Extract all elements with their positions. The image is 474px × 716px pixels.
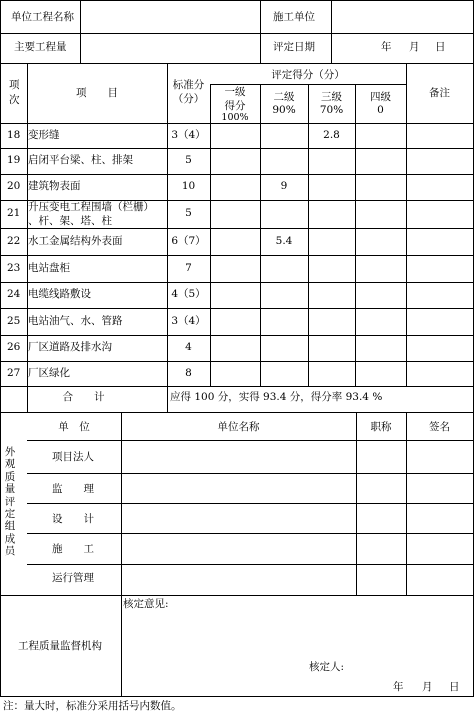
seq-header-2: 次 [9, 94, 20, 106]
total-label: 合 计 [62, 391, 105, 403]
row-item-name: 厂区道路及排水沟 [28, 341, 112, 353]
grade3-header-1: 三级 [321, 91, 342, 103]
row-item-name: 启闭平台梁、柱、排架 [28, 154, 133, 166]
row-grade3-score: 2.8 [323, 129, 340, 141]
project-name-label: 单位工程名称 [11, 11, 74, 23]
row-item-name-continued: 、杆、架、塔、柱 [28, 215, 112, 227]
row-standard-score: 3（4） [171, 129, 206, 141]
row-number: 25 [7, 315, 21, 327]
grid-line-v [331, 0, 332, 64]
row-grade2-score: 5.4 [275, 235, 293, 247]
member-role: 设 计 [52, 513, 94, 525]
evaluated-score-header: 评定得分（分） [271, 69, 345, 81]
grid-line-h [0, 282, 474, 283]
grade2-header-1: 二级 [273, 91, 295, 103]
grid-line-h [0, 123, 474, 124]
row-number: 27 [7, 367, 21, 379]
standard-score-header-1: 标准分 [172, 79, 205, 91]
seq-header-1: 项 [9, 79, 20, 91]
row-standard-score: 3（4） [171, 315, 206, 327]
grid-line-h [0, 174, 474, 175]
grid-line-h [0, 595, 474, 596]
row-item-name: 变形缝 [28, 129, 60, 141]
evaluation-date-label: 评定日期 [273, 41, 315, 53]
total-text: 应得 100 分，实得 93.4 分，得分率 93.4 % [170, 391, 383, 403]
row-number: 21 [7, 207, 21, 219]
row-item-name: 建筑物表面 [28, 180, 81, 192]
row-standard-score: 6（7） [171, 235, 206, 247]
grade4-header-1: 四级 [370, 91, 391, 103]
row-item-name: 厂区绿化 [28, 367, 70, 379]
grid-line-v [260, 0, 261, 64]
grid-line-h [0, 696, 474, 697]
grid-line-v [406, 63, 407, 387]
row-number: 20 [7, 180, 21, 192]
date-day: 日 [435, 41, 446, 53]
remarks-header: 备注 [429, 87, 450, 99]
row-item-name: 升压变电工程围墙（栏栅） [28, 201, 154, 213]
row-item-name: 水工金属结构外表面 [28, 235, 123, 247]
grade4-header-2: 0 [377, 104, 384, 116]
row-standard-score: 7 [185, 262, 192, 274]
row-standard-score: 10 [181, 180, 196, 192]
grid-line-v [0, 0, 1, 697]
row-number: 19 [7, 154, 21, 166]
grid-line-v [210, 84, 211, 387]
supervision-agency-label: 工程质量监督机构 [18, 640, 102, 652]
row-standard-score: 4 [185, 341, 192, 353]
row-number: 22 [7, 235, 21, 247]
member-role: 施 工 [52, 543, 94, 555]
grid-line-h [0, 33, 474, 34]
date-month: 月 [409, 41, 420, 53]
item-header: 项 目 [76, 87, 118, 99]
row-number: 23 [7, 262, 21, 274]
title-column-header: 职称 [370, 421, 392, 433]
approval-date-day: 日 [449, 681, 460, 693]
standard-score-header-2: （分） [172, 93, 205, 105]
footnote: 注：量大时，标准分采用括号内数值。 [3, 700, 182, 712]
approval-opinion-label: 核定意见: [123, 598, 169, 610]
unit-column-header: 单 位 [58, 421, 90, 433]
row-number: 18 [7, 129, 21, 141]
grid-line-v [80, 0, 81, 64]
member-role: 运行管理 [52, 572, 94, 584]
grid-line-h [0, 255, 474, 256]
approval-date-month: 月 [422, 681, 433, 693]
approval-date-year: 年 [393, 681, 404, 693]
contractor-label: 施工单位 [273, 11, 315, 23]
grid-line-v [356, 412, 357, 596]
grid-line-v [355, 84, 356, 387]
grid-line-h [0, 308, 474, 309]
grid-line-v [406, 412, 407, 596]
row-item-name: 电缆线路敷设 [28, 288, 91, 300]
row-number: 26 [7, 341, 21, 353]
grid-line-h [0, 228, 474, 229]
row-standard-score: 8 [185, 367, 192, 379]
grid-line-h [0, 386, 474, 387]
grid-line-h [0, 335, 474, 336]
member-role: 项目法人 [52, 451, 94, 463]
grade3-header-2: 70% [319, 104, 344, 116]
grid-line-h [0, 63, 474, 64]
grade2-header-2: 90% [272, 104, 296, 116]
grid-line-h [0, 412, 474, 413]
main-quantity-label: 主要工程量 [14, 41, 67, 53]
member-role: 监 理 [52, 483, 94, 495]
members-group-label: 外观质量评定组成员 [4, 446, 16, 558]
row-item-name: 电站油气、水、管路 [28, 315, 123, 327]
grade1-header-1: 一级 [224, 86, 246, 98]
grid-line-h [0, 361, 474, 362]
row-grade2-score: 9 [280, 180, 288, 192]
sign-column-header: 签名 [429, 421, 450, 433]
approver-label: 核定人: [309, 661, 345, 673]
row-standard-score: 5 [185, 207, 192, 219]
row-standard-score: 4（5） [171, 288, 206, 300]
grid-line-h [0, 0, 474, 1]
grid-line-h [0, 148, 474, 149]
date-year: 年 [381, 41, 392, 53]
grade1-header-2: 得分 [224, 100, 246, 112]
grade1-header-3: 100% [221, 113, 249, 122]
row-number: 24 [7, 288, 21, 300]
row-standard-score: 5 [185, 154, 192, 166]
unit-name-column-header: 单位名称 [217, 421, 260, 433]
row-item-name: 电站盘柜 [28, 262, 70, 274]
grid-line-v [121, 412, 122, 697]
grid-line-h [210, 84, 407, 85]
